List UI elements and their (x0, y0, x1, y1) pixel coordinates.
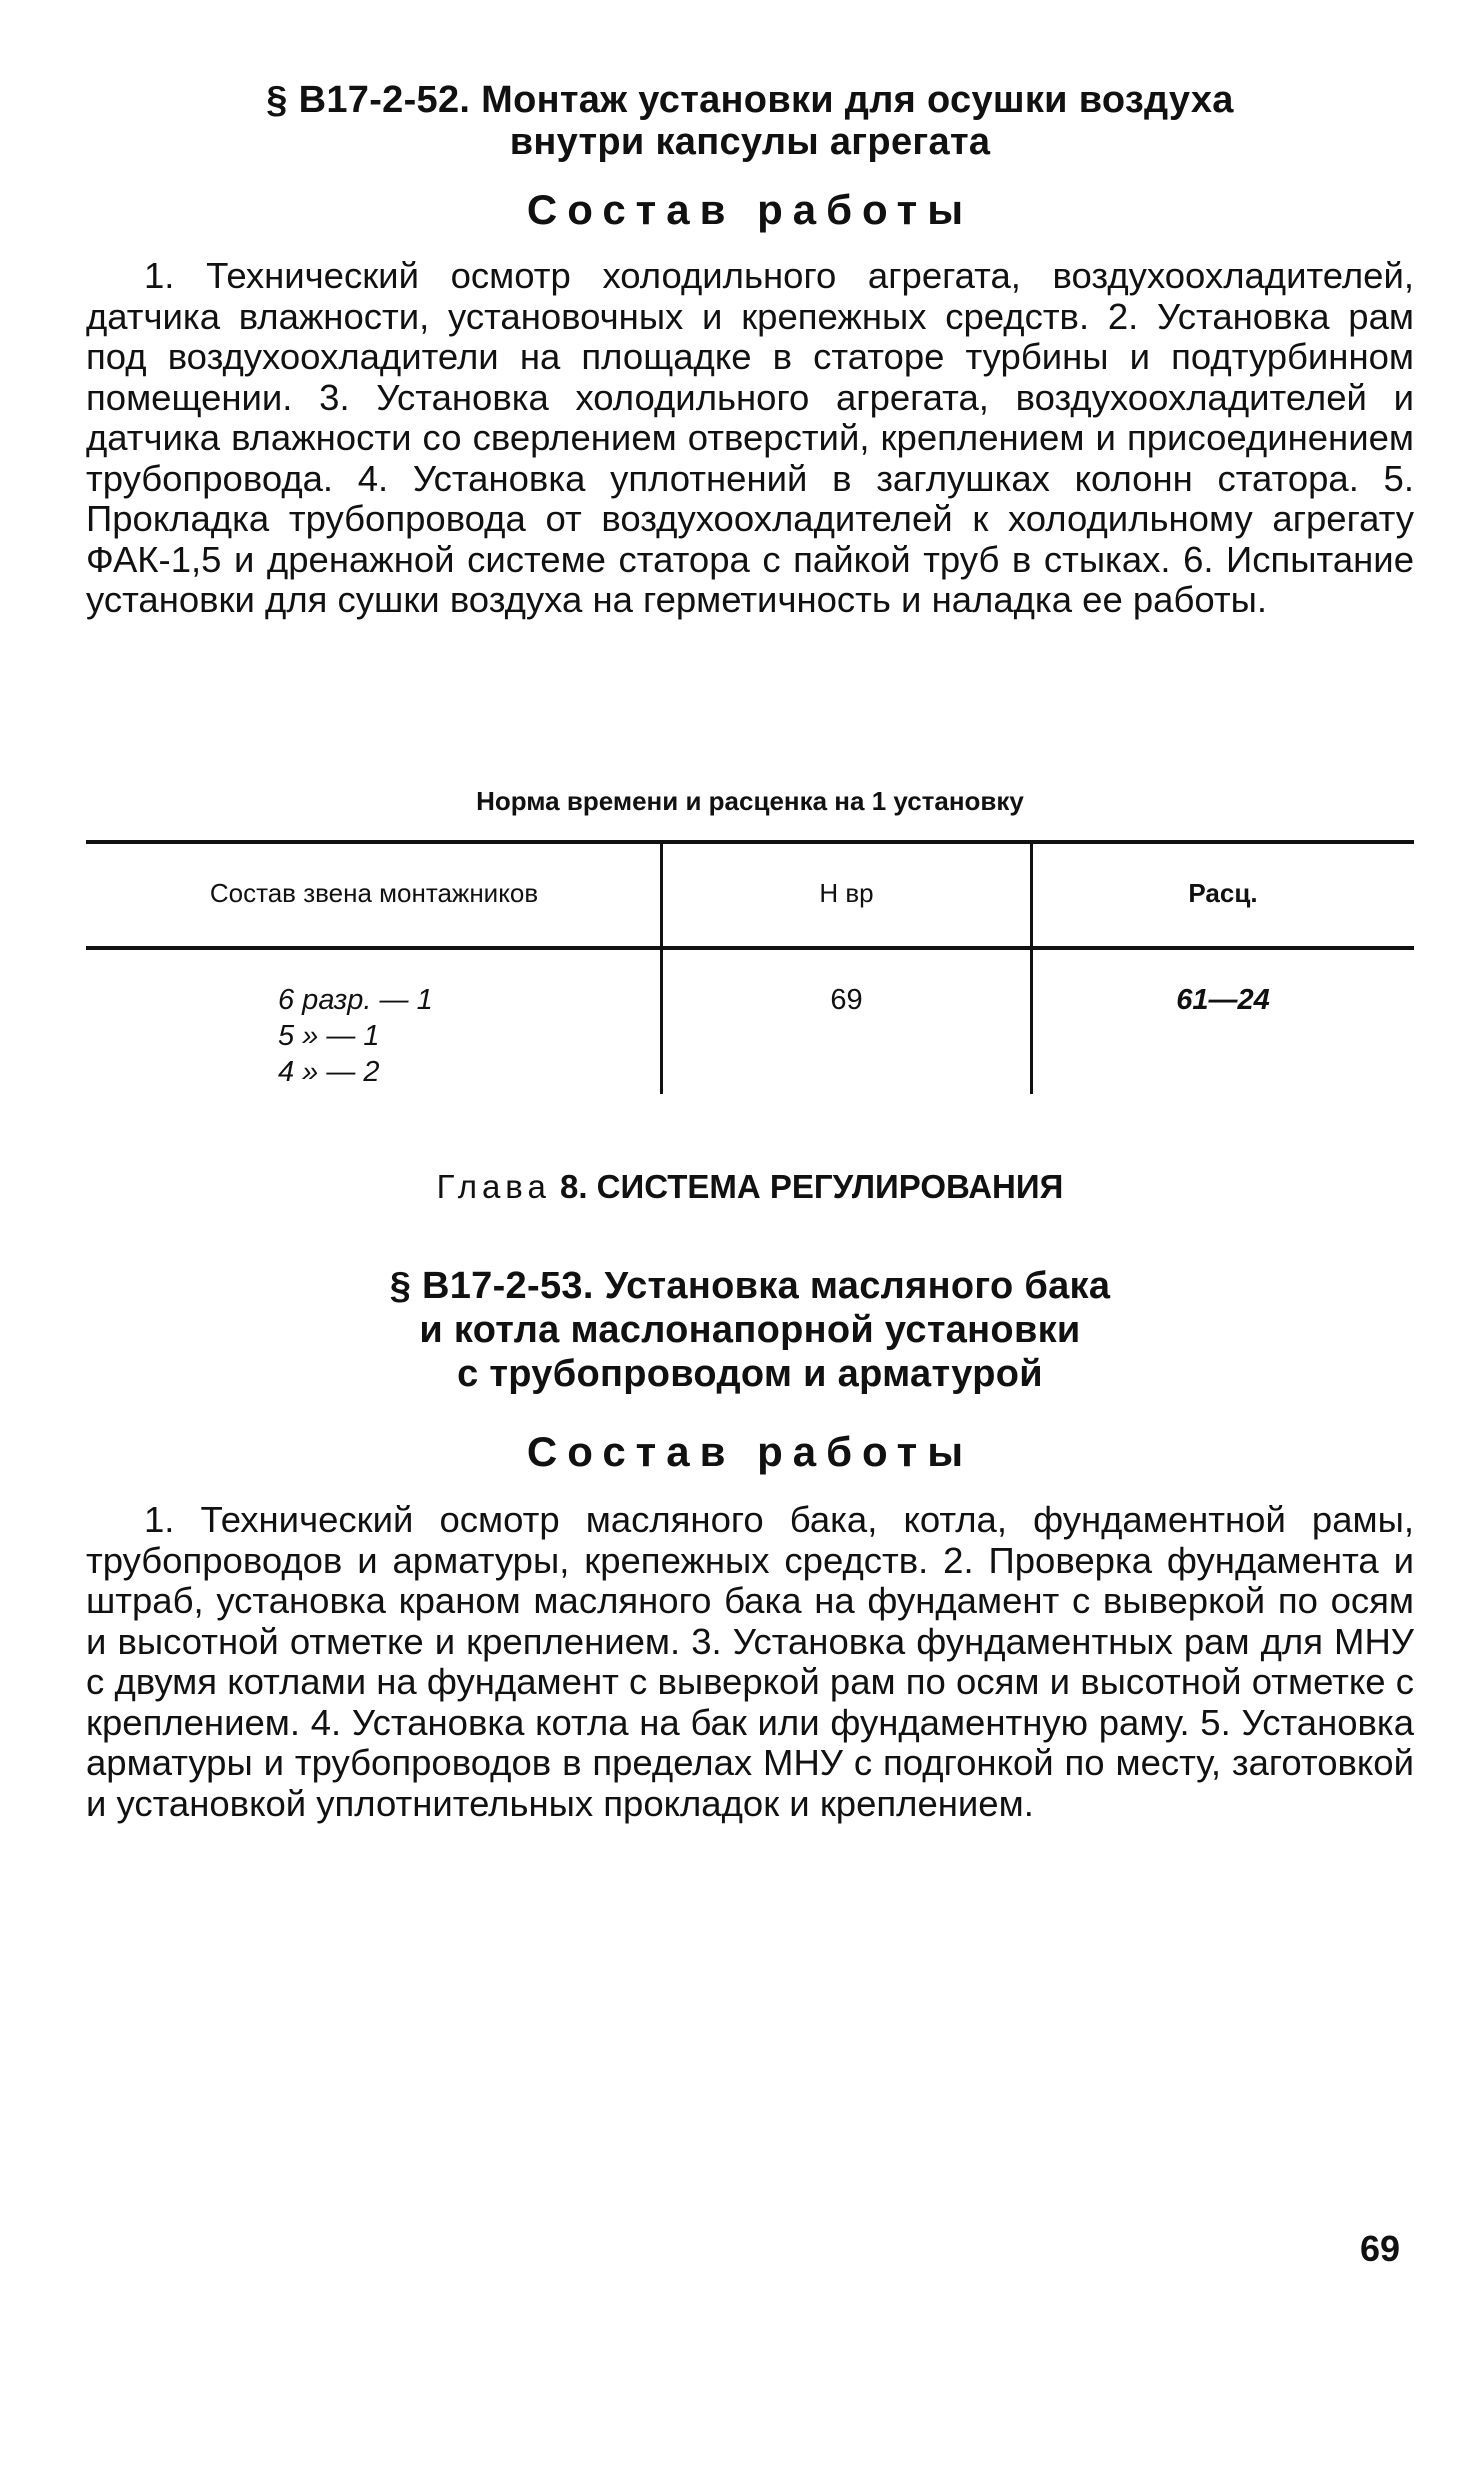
work-composition-text: 1. Технический осмотр холодильного агрегата, воздухоохладителей, датчика влажности, установочных и крепежных средств. 2. Установка рам под воздухоохладители на площадке в статоре турбины и подтурбинном помещении. 3. Установка холодильного агрегата, воздухоохладителей и датчика влажности со сверлением отверстий, креплением и присоединением трубопровода. 4. Установка уплотнений в заглушках колонн статора. 5. Прокладка трубопровода от воздухоохладителей к холодильному агрегату ФАК-1,5 и дренажной системе статора с пайкой труб в стыках. 6. Испытание установки для сушки воздуха на герметичность и наладка ее работы. (86, 255, 1414, 620)
table-header-rule (86, 946, 1414, 950)
section-title-line-1: § В17-2-52. Монтаж установки для осушки воздуха (266, 79, 1234, 121)
chapter-label: Глава (436, 1168, 551, 1205)
work-composition-heading: Состав работы (526, 186, 974, 233)
table-top-rule (86, 840, 1414, 844)
norm-value: 69 (830, 984, 863, 1016)
rate-value: 61—24 (1176, 984, 1270, 1016)
chapter-title: 8. СИСТЕМА РЕГУЛИРОВАНИЯ (559, 1168, 1064, 1205)
page-number: 69 (1360, 2228, 1401, 2269)
crew-row: 5 » — 1 (278, 1020, 380, 1052)
table-caption: Норма времени и расценка на 1 установку (476, 786, 1024, 816)
work-composition-text: 1. Технический осмотр масляного бака, котла, фундаментной рамы, трубопроводов и арматуры, крепежных средств. 2. Проверка фундамента и штраб, установка краном масляного бака на фундамент с выверкой по осям и высотной отметке и креплением. 3. Установка фундаментных рам для МНУ с двумя котлами на фундамент с выверкой рам по осям и высотной отметке с креплением. 4. Установка котла на бак или фундаментную раму. 5. Установка арматуры и трубопроводов в пределах МНУ с подгонкой по месту, заготовкой и установкой уплотнительных прокладок и креплением. (86, 1499, 1414, 1824)
header-norm: Н вр (819, 878, 874, 908)
crew-row: 4 » — 2 (278, 1056, 380, 1088)
section-title-line-2: и котла маслонапорной установки (419, 1309, 1081, 1351)
section-title-line-2: внутри капсулы агрегата (509, 121, 991, 163)
chapter-heading (90, 1168, 1410, 1206)
section-title-line-1: § В17-2-53. Установка масляного бака (389, 1265, 1111, 1307)
header-rate: Расц. (1188, 878, 1258, 908)
section-title-line-3: с трубопроводом и арматурой (457, 1353, 1043, 1395)
crew-row: 6 разр. — 1 (278, 984, 433, 1016)
work-composition-heading: Состав работы (526, 1428, 974, 1475)
header-crew: Состав звена монтажников (209, 878, 539, 908)
